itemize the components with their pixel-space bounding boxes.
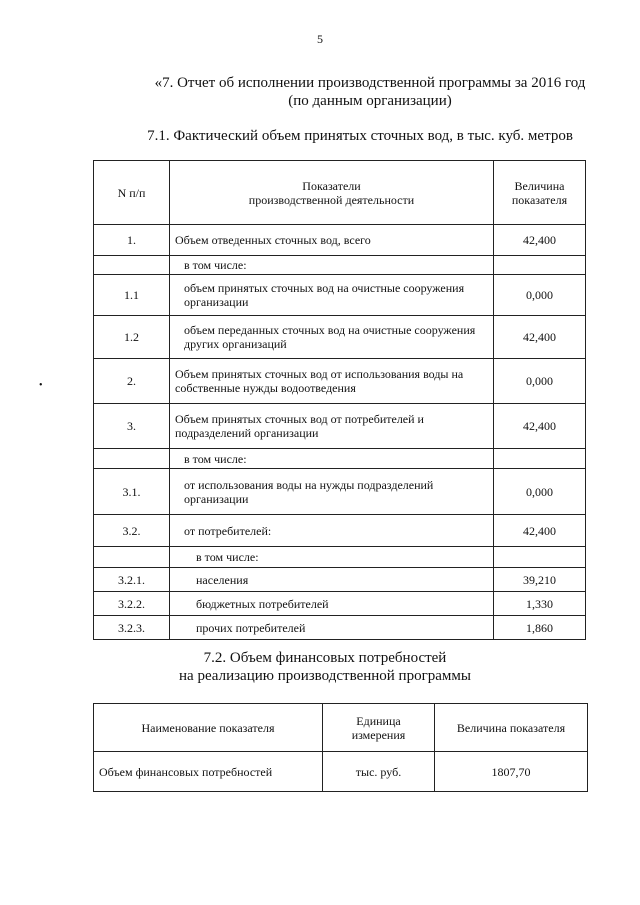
page-number: 5 — [317, 32, 323, 46]
row-indicator: от потребителей: — [170, 515, 494, 547]
row-value: 39,210 — [494, 568, 586, 592]
row-value: 1,330 — [494, 592, 586, 616]
row-unit: тыс. руб. — [323, 752, 435, 792]
table-row — [94, 359, 586, 404]
row-indicator: Объем отведенных сточных вод, всего — [170, 225, 494, 256]
section2-title-line2: на реализацию производственной программы — [179, 668, 471, 684]
row-num: 3.2.3. — [94, 616, 170, 640]
section2-title — [150, 649, 500, 685]
row-indicator: объем переданных сточных вод на очистные сооружения других организаций — [170, 316, 494, 359]
header-indicator — [170, 161, 494, 225]
header-indicator-line1: Показатели — [302, 178, 361, 193]
header-value — [494, 161, 586, 225]
report-title-line2: (по данным организации) — [288, 93, 452, 109]
header-indicator-line2: производственной деятельности — [248, 192, 415, 207]
row-num: 1.2 — [94, 316, 170, 359]
row-value: 0,000 — [494, 359, 586, 404]
row-indicator: в том числе: — [170, 256, 494, 275]
report-title-line1: «7. Отчет об исполнении производственной программы за 2016 год — [154, 75, 586, 91]
row-indicator: объем принятых сточных вод на очистные сооружения организации — [170, 275, 494, 316]
table-row — [94, 449, 586, 469]
row-num: 1. — [94, 225, 170, 256]
row-value: 42,400 — [494, 225, 586, 256]
row-num — [94, 256, 170, 275]
row-indicator: в том числе: — [170, 547, 494, 568]
header-value: Величина показателя — [435, 704, 588, 752]
row-indicator: населения — [170, 568, 494, 592]
table-row — [94, 547, 586, 568]
row-value: 42,400 — [494, 316, 586, 359]
wastewater-volume-table — [93, 160, 586, 640]
row-indicator: в том числе: — [170, 449, 494, 469]
row-indicator: прочих потребителей — [170, 616, 494, 640]
row-value: 1,860 — [494, 616, 586, 640]
row-num: 3.1. — [94, 469, 170, 515]
table-row — [94, 592, 586, 616]
report-title — [150, 74, 590, 110]
financial-needs-table — [93, 703, 588, 792]
header-unit-line2: измерения — [351, 727, 406, 742]
table-row — [94, 316, 586, 359]
row-indicator: от использования воды на нужды подразделений организации — [170, 469, 494, 515]
row-value: 42,400 — [494, 404, 586, 449]
row-value — [494, 256, 586, 275]
row-value: 0,000 — [494, 469, 586, 515]
table-row — [94, 256, 586, 275]
row-value — [494, 449, 586, 469]
row-num: 3.2.2. — [94, 592, 170, 616]
row-indicator: Объем принятых сточных вод от потребителей и подразделений организации — [170, 404, 494, 449]
row-value — [494, 547, 586, 568]
table-row — [94, 469, 586, 515]
table-header-row — [94, 704, 588, 752]
table-row — [94, 404, 586, 449]
header-num: N п/п — [94, 161, 170, 225]
header-unit-line1: Единица — [356, 713, 401, 728]
table-header-row — [94, 161, 586, 225]
row-name: Объем финансовых потребностей — [94, 752, 323, 792]
row-num — [94, 449, 170, 469]
row-num: 1.1 — [94, 275, 170, 316]
table-row — [94, 275, 586, 316]
row-value: 0,000 — [494, 275, 586, 316]
row-indicator: Объем принятых сточных вод от использования воды на собственные нужды водоотведения — [170, 359, 494, 404]
row-num: 2. — [94, 359, 170, 404]
table-row — [94, 616, 586, 640]
header-value-line1: Величина — [514, 178, 565, 193]
row-num: 3.2. — [94, 515, 170, 547]
row-num — [94, 547, 170, 568]
header-name: Наименование показателя — [94, 704, 323, 752]
table-row — [94, 568, 586, 592]
header-value-line2: показателя — [511, 192, 568, 207]
row-value: 1807,70 — [435, 752, 588, 792]
stray-mark: • — [39, 380, 43, 391]
table-row — [94, 515, 586, 547]
header-unit — [323, 704, 435, 752]
table-row — [94, 225, 586, 256]
row-indicator: бюджетных потребителей — [170, 592, 494, 616]
row-value: 42,400 — [494, 515, 586, 547]
table-row — [94, 752, 588, 792]
section1-title: 7.1. Фактический объем принятых сточных вод, в тыс. куб. метров — [147, 128, 573, 144]
section2-title-line1: 7.2. Объем финансовых потребностей — [203, 650, 447, 666]
row-num: 3.2.1. — [94, 568, 170, 592]
row-num: 3. — [94, 404, 170, 449]
